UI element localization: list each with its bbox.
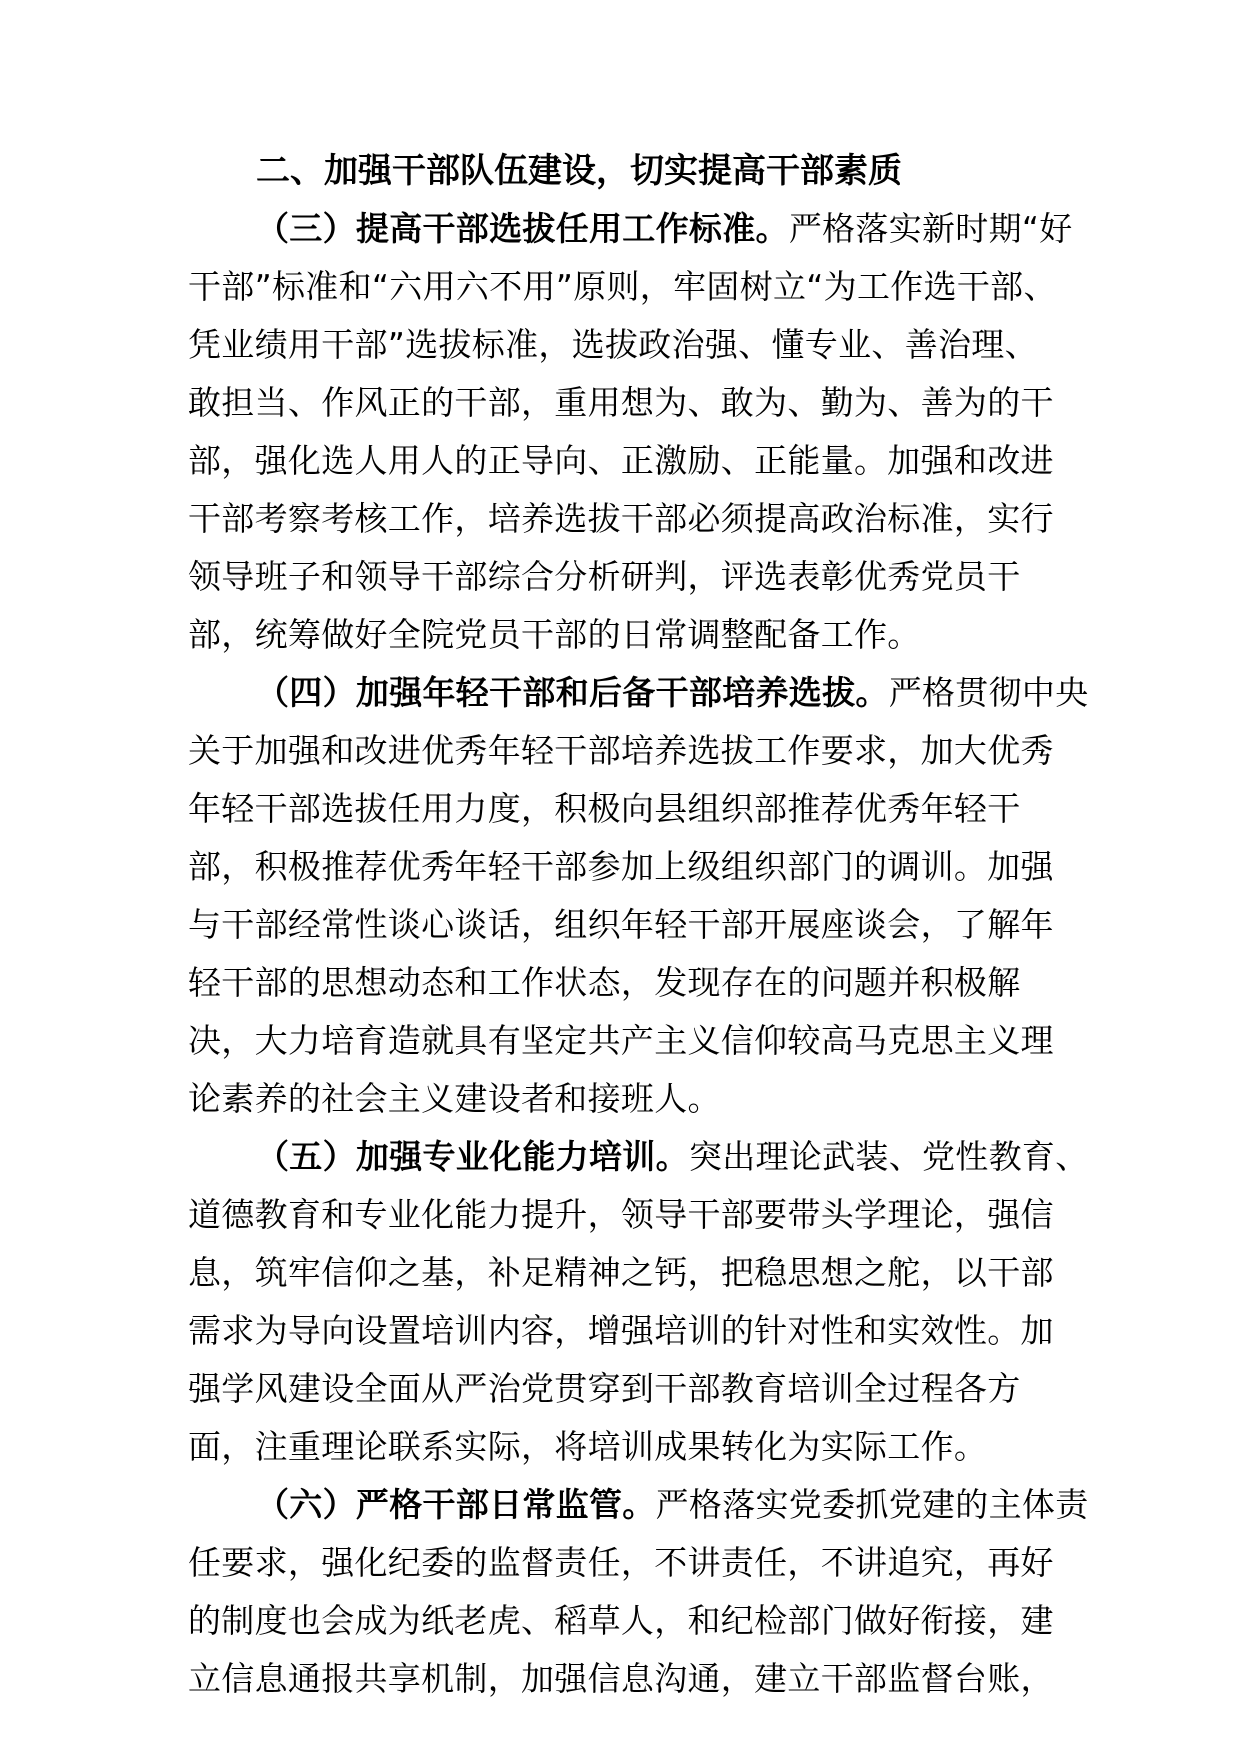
paragraph-line: 需求为导向设置培训内容，增强培训的针对性和实效性。加 xyxy=(188,1311,1054,1350)
paragraph-line xyxy=(188,1128,1089,1186)
paragraph-5 xyxy=(188,1128,1089,1476)
paragraph-line: 面，注重理论联系实际，将培训成果转化为实际工作。 xyxy=(188,1427,988,1466)
paragraph-line xyxy=(188,664,1089,722)
paragraph-lead: （六）严格干部日常监管。 xyxy=(256,1485,656,1524)
paragraph-line: 立信息通报共享机制，加强信息沟通，建立干部监督台账， xyxy=(188,1659,1054,1698)
paragraph-text: 严格落实党委抓党建的主体责 xyxy=(655,1485,1089,1524)
paragraph-line: 任要求，强化纪委的监督责任，不讲责任，不讲追究，再好 xyxy=(188,1543,1054,1582)
paragraph-lead: （三）提高干部选拔任用工作标准。 xyxy=(256,209,789,248)
paragraph-line: 部，统筹做好全院党员干部的日常调整配备工作。 xyxy=(188,615,921,654)
paragraph-line: 干部考察考核工作，培养选拔干部必须提高政治标准，实行 xyxy=(188,499,1054,538)
section-heading: 二、加强干部队伍建设，切实提高干部素质 xyxy=(256,151,902,191)
paragraph-line: 领导班子和领导干部综合分析研判，评选表彰优秀党员干 xyxy=(188,557,1021,596)
paragraph-line: 与干部经常性谈心谈话，组织年轻干部开展座谈会，了解年 xyxy=(188,905,1054,944)
paragraph-line: 息，筑牢信仰之基，补足精神之钙，把稳思想之舵，以干部 xyxy=(188,1253,1054,1292)
paragraph-line: 敢担当、作风正的干部，重用想为、敢为、勤为、善为的干 xyxy=(188,383,1054,422)
paragraph-4 xyxy=(188,664,1089,1128)
paragraph-6 xyxy=(188,1476,1089,1708)
paragraph-line: 论素养的社会主义建设者和接班人。 xyxy=(188,1079,721,1118)
paragraph-lead: （四）加强年轻干部和后备干部培养选拔。 xyxy=(256,673,889,712)
paragraph-line: 强学风建设全面从严治党贯穿到干部教育培训全过程各方 xyxy=(188,1369,1021,1408)
paragraph-text: 严格落实新时期“好 xyxy=(788,209,1073,248)
paragraph-3 xyxy=(188,200,1073,664)
paragraph-text: 突出理论武装、党性教育、 xyxy=(688,1137,1089,1176)
paragraph-line xyxy=(188,200,1073,258)
paragraph-line: 部，积极推荐优秀年轻干部参加上级组织部门的调训。加强 xyxy=(188,847,1054,886)
paragraph-line: 的制度也会成为纸老虎、稻草人，和纪检部门做好衔接，建 xyxy=(188,1601,1054,1640)
paragraph-line: 干部”标准和“六用六不用”原则，牢固树立“为工作选干部、 xyxy=(188,267,1057,306)
paragraph-line: 年轻干部选拔任用力度，积极向县组织部推荐优秀年轻干 xyxy=(188,789,1021,828)
paragraph-line xyxy=(188,1476,1089,1534)
paragraph-line: 道德教育和专业化能力提升，领导干部要带头学理论，强信 xyxy=(188,1195,1054,1234)
paragraph-line: 轻干部的思想动态和工作状态，发现存在的问题并积极解 xyxy=(188,963,1021,1002)
paragraph-line: 部，强化选人用人的正导向、正激励、正能量。加强和改进 xyxy=(188,441,1054,480)
paragraph-line: 关于加强和改进优秀年轻干部培养选拔工作要求，加大优秀 xyxy=(188,731,1054,770)
paragraph-line: 决，大力培育造就具有坚定共产主义信仰较高马克思主义理 xyxy=(188,1021,1054,1060)
document-body xyxy=(188,142,1089,1708)
paragraph-lead: （五）加强专业化能力培训。 xyxy=(256,1137,689,1176)
paragraph-line: 凭业绩用干部”选拔标准，选拔政治强、懂专业、善治理、 xyxy=(188,325,1038,364)
paragraph-text: 严格贯彻中央 xyxy=(888,673,1089,712)
